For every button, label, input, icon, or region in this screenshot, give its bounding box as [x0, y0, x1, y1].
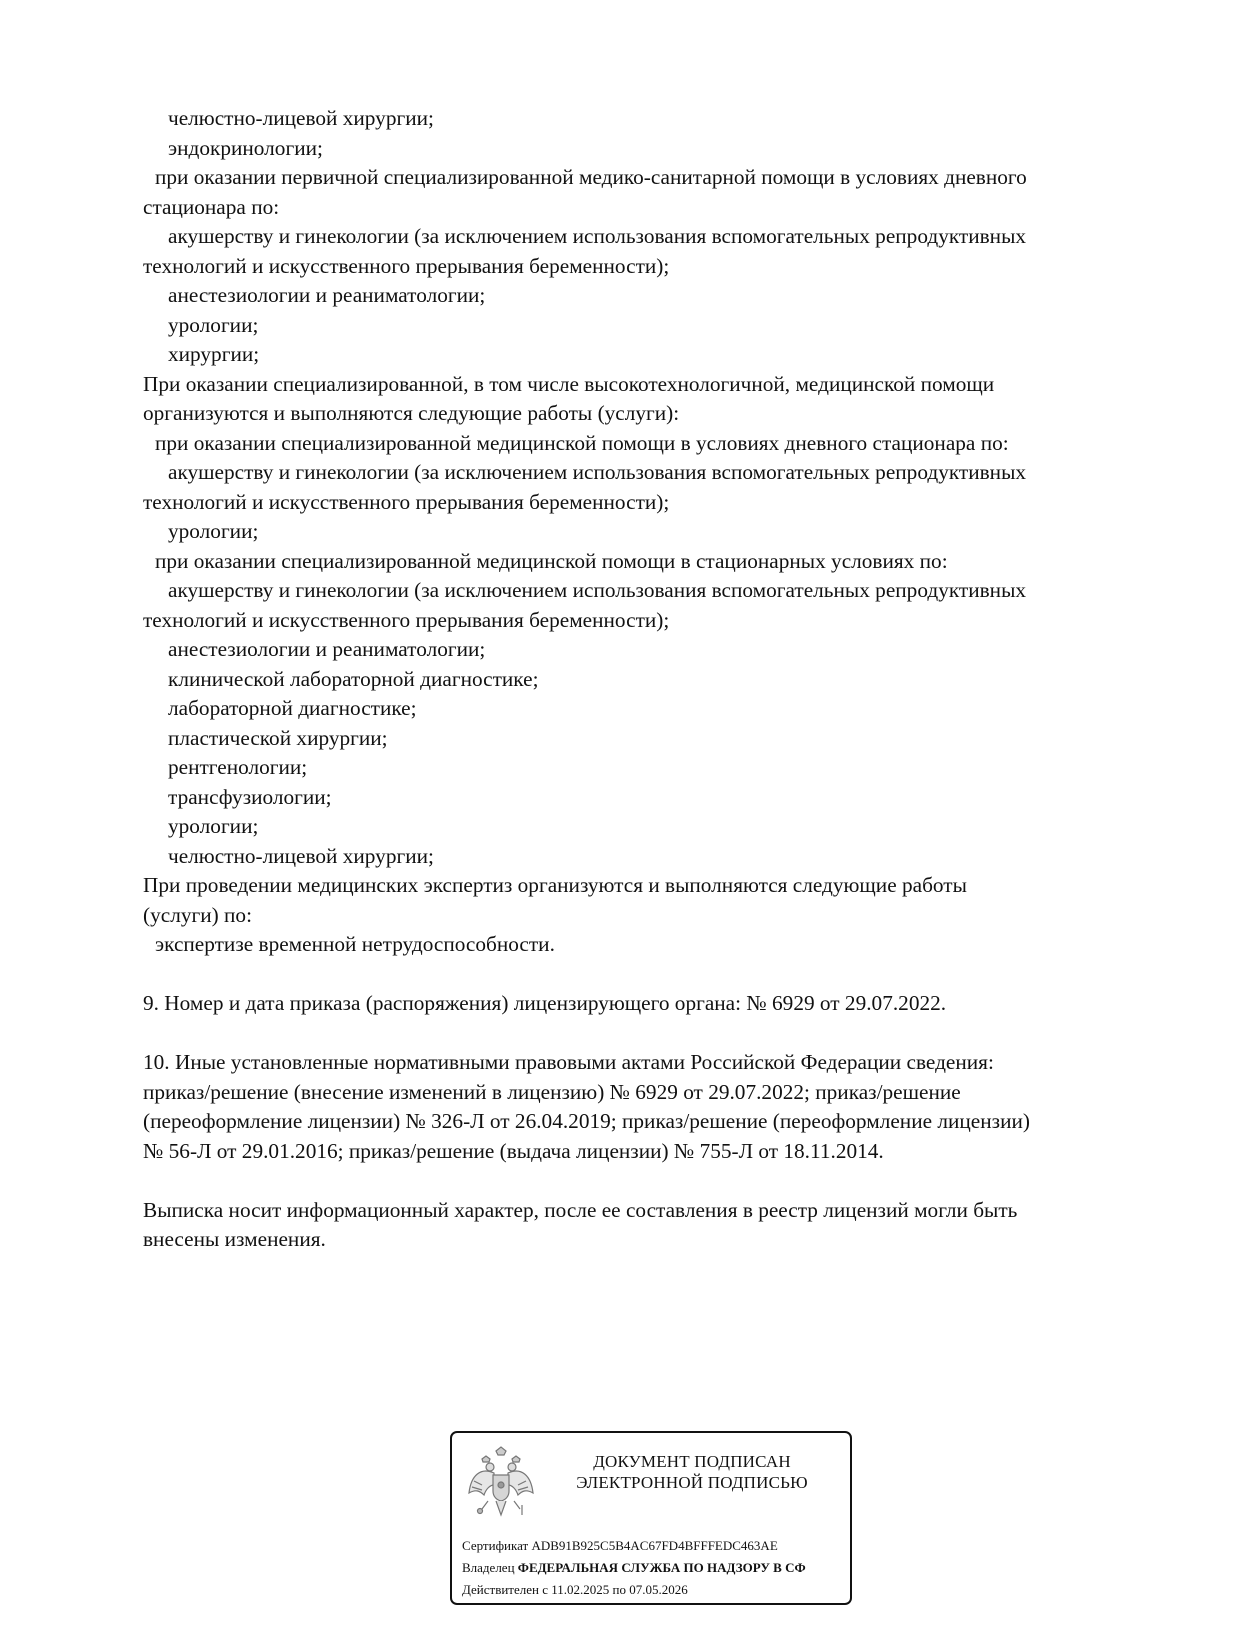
disclaimer-line: Выписка носит информационный характер, после ее составления в реестр лицензий могли быть: [143, 1197, 1018, 1222]
russian-coat-of-arms-icon: [466, 1445, 536, 1523]
paragraph-gap: [143, 960, 1168, 990]
text-line: При оказании специализированной, в том числе высокотехнологичной, медицинской помощи: [143, 371, 995, 396]
text-line: при оказании специализированной медицинской помощи в условиях дневного стационара по:: [155, 430, 1009, 455]
section-9-order: 9. Номер и дата приказа (распоряжения) лицензирующего органа: № 6929 от 29.07.2022.: [143, 991, 947, 1015]
text-line: акушерству и гинекологии (за исключением использования вспомогательных репродуктивных: [168, 224, 1027, 248]
text-line: акушерству и гинекологии (за исключением использования вспомогательных репродуктивных: [168, 578, 1027, 602]
text-line: При проведении медицинских экспертиз организуются и выполняются следующие работы: [143, 873, 967, 897]
text-line: пластической хирургии;: [168, 725, 388, 750]
section-10-line: 10. Иные установленные нормативными правовыми актами Российской Федерации сведения:: [143, 1050, 994, 1074]
text-line: челюстно-лицевой хирургии;: [168, 843, 434, 868]
document-body: [143, 104, 1168, 1255]
text-line: урологии;: [168, 519, 259, 543]
section-10-line: № 56-Л от 29.01.2016; приказ/решение (выдача лицензии) № 755-Л от 18.11.2014.: [143, 1138, 884, 1163]
text-line: технологий и искусственного прерывания беременности);: [143, 253, 670, 278]
text-line: трансфузиологии;: [168, 784, 332, 809]
text-line: урологии;: [168, 312, 259, 337]
text-line: лабораторной диагностике;: [168, 696, 417, 720]
owner-row: [462, 1560, 806, 1576]
text-line: акушерству и гинекологии (за исключением использования вспомогательных репродуктивных: [168, 460, 1027, 484]
text-line: анестезиологии и реаниматологии;: [168, 283, 486, 307]
text-line: эндокринологии;: [168, 135, 323, 160]
text-line: челюстно-лицевой хирургии;: [168, 106, 434, 130]
text-line: технологий и искусственного прерывания беременности);: [143, 489, 670, 514]
text-line: стационара по:: [143, 194, 280, 219]
text-line: организуются и выполняются следующие работы (услуги):: [143, 401, 680, 425]
owner-label: Владелец: [462, 1560, 515, 1575]
stamp-title: [547, 1451, 837, 1493]
text-line: при оказании первичной специализированной медико-санитарной помощи в условиях дневного: [155, 165, 1027, 189]
stamp-title-line: ЭЛЕКТРОННОЙ ПОДПИСЬЮ: [576, 1473, 808, 1492]
stamp-title-line: ДОКУМЕНТ ПОДПИСАН: [593, 1452, 791, 1471]
text-line: клинической лабораторной диагностике;: [168, 666, 539, 691]
text-line: анестезиологии и реаниматологии;: [168, 637, 486, 661]
owner-value: ФЕДЕРАЛЬНАЯ СЛУЖБА ПО НАДЗОРУ В СФ: [517, 1560, 806, 1575]
paragraph-gap: [143, 1166, 1168, 1196]
text-line: хирургии;: [168, 342, 260, 366]
disclaimer-line: внесены изменения.: [143, 1227, 326, 1251]
text-line: урологии;: [168, 814, 259, 838]
text-line: (услуги) по:: [143, 902, 252, 927]
validity-row: Действителен с 11.02.2025 по 07.05.2026: [462, 1582, 688, 1597]
section-10-line: (переоформление лицензии) № 326-Л от 26.04.2019; приказ/решение (переоформление лицензии): [143, 1109, 1030, 1133]
electronic-signature-stamp: [450, 1431, 852, 1605]
certificate-value: ADB91B925C5B4AC67FD4BFFFEDC463AE: [531, 1538, 778, 1553]
text-line: технологий и искусственного прерывания беременности);: [143, 607, 670, 632]
text-line: при оказании специализированной медицинской помощи в стационарных условиях по:: [155, 548, 948, 573]
text-line: рентгенологии;: [168, 755, 308, 779]
certificate-row: [462, 1538, 778, 1554]
section-10-line: приказ/решение (внесение изменений в лицензию) № 6929 от 29.07.2022; приказ/решение: [143, 1079, 961, 1104]
paragraph-gap: [143, 1019, 1168, 1049]
text-line: экспертизе временной нетрудоспособности.: [155, 932, 555, 956]
certificate-label: Сертификат: [462, 1538, 529, 1553]
